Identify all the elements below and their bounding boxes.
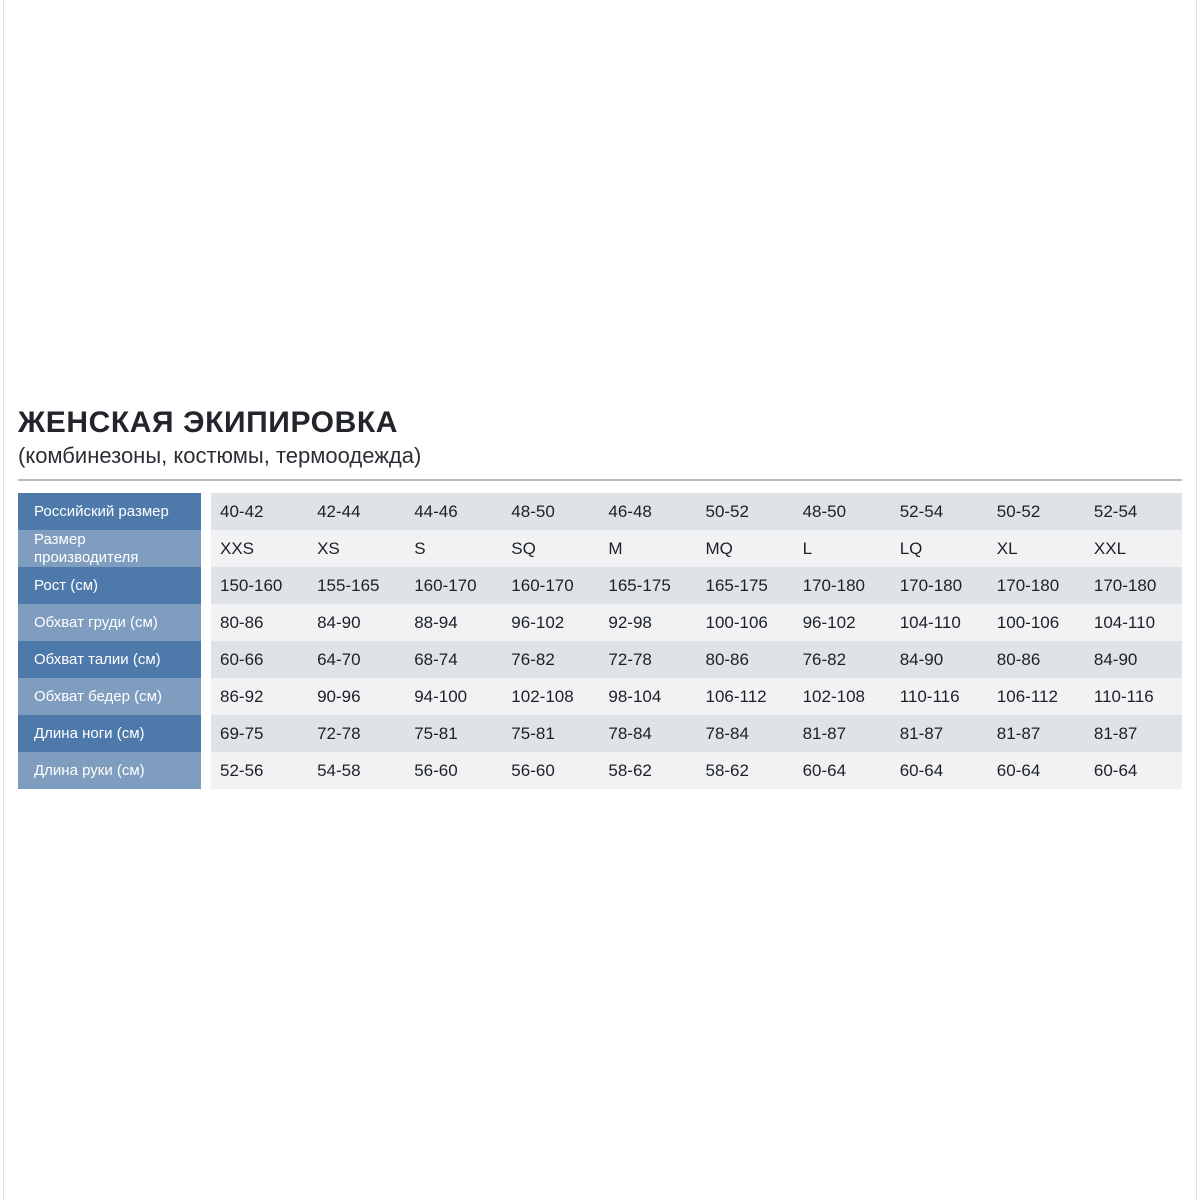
column-gap <box>201 567 211 604</box>
row-header: Длина ноги (см) <box>18 715 201 752</box>
column-gap <box>201 752 211 789</box>
size-value-cell: 106-112 <box>696 678 793 715</box>
size-value-cell: 80-86 <box>696 641 793 678</box>
page-title: ЖЕНСКАЯ ЭКИПИРОВКА <box>18 406 399 439</box>
column-gap <box>201 715 211 752</box>
size-value-cell: 170-180 <box>891 567 988 604</box>
size-value-cell: 160-170 <box>405 567 502 604</box>
row-header: Обхват талии (см) <box>18 641 201 678</box>
size-value-cell: 81-87 <box>1085 715 1182 752</box>
size-value-cell: 78-84 <box>599 715 696 752</box>
size-table <box>18 493 1182 789</box>
size-value-cell: 98-104 <box>599 678 696 715</box>
size-value-cell: S <box>405 530 502 567</box>
row-header: Размер производителя <box>18 530 201 567</box>
size-value-cell: 44-46 <box>405 493 502 530</box>
size-value-cell: 52-56 <box>211 752 308 789</box>
size-value-cell: 165-175 <box>599 567 696 604</box>
size-value-cell: 102-108 <box>502 678 599 715</box>
size-value-cell: 50-52 <box>696 493 793 530</box>
size-value-cell: 60-64 <box>794 752 891 789</box>
size-value-cell: 84-90 <box>308 604 405 641</box>
size-value-cell: 170-180 <box>988 567 1085 604</box>
size-value-cell: 100-106 <box>696 604 793 641</box>
size-value-cell: XS <box>308 530 405 567</box>
size-value-cell: 69-75 <box>211 715 308 752</box>
column-gap <box>201 641 211 678</box>
size-value-cell: 88-94 <box>405 604 502 641</box>
size-value-cell: 72-78 <box>308 715 405 752</box>
size-value-cell: 96-102 <box>794 604 891 641</box>
size-value-cell: 58-62 <box>696 752 793 789</box>
size-value-cell: 58-62 <box>599 752 696 789</box>
size-value-cell: 56-60 <box>405 752 502 789</box>
size-value-cell: 96-102 <box>502 604 599 641</box>
size-value-cell: 60-64 <box>988 752 1085 789</box>
size-value-cell: 54-58 <box>308 752 405 789</box>
size-value-cell: 72-78 <box>599 641 696 678</box>
column-gap <box>201 604 211 641</box>
size-value-cell: 60-64 <box>891 752 988 789</box>
size-value-cell: 106-112 <box>988 678 1085 715</box>
size-value-cell: 90-96 <box>308 678 405 715</box>
size-value-cell: 94-100 <box>405 678 502 715</box>
size-value-cell: 102-108 <box>794 678 891 715</box>
column-gap <box>201 530 211 567</box>
size-value-cell: 78-84 <box>696 715 793 752</box>
size-value-cell: 92-98 <box>599 604 696 641</box>
size-value-cell: 64-70 <box>308 641 405 678</box>
size-value-cell: 86-92 <box>211 678 308 715</box>
row-header: Российский размер <box>18 493 201 530</box>
size-value-cell: 104-110 <box>1085 604 1182 641</box>
size-value-cell: 81-87 <box>988 715 1085 752</box>
row-header: Обхват бедер (см) <box>18 678 201 715</box>
size-value-cell: LQ <box>891 530 988 567</box>
size-value-cell: 170-180 <box>794 567 891 604</box>
size-value-cell: 60-64 <box>1085 752 1182 789</box>
size-value-cell: M <box>599 530 696 567</box>
size-value-cell: L <box>794 530 891 567</box>
size-value-cell: 160-170 <box>502 567 599 604</box>
size-value-cell: 52-54 <box>1085 493 1182 530</box>
size-value-cell: 76-82 <box>794 641 891 678</box>
page-subtitle: (комбинезоны, костюмы, термоодежда) <box>18 443 422 468</box>
row-header: Рост (см) <box>18 567 201 604</box>
size-value-cell: 48-50 <box>794 493 891 530</box>
size-value-cell: XXS <box>211 530 308 567</box>
size-value-cell: 68-74 <box>405 641 502 678</box>
size-value-cell: 60-66 <box>211 641 308 678</box>
size-value-cell: 100-106 <box>988 604 1085 641</box>
left-page-border <box>3 0 4 1200</box>
size-value-cell: XL <box>988 530 1085 567</box>
size-value-cell: 48-50 <box>502 493 599 530</box>
size-value-cell: XXL <box>1085 530 1182 567</box>
column-gap <box>201 493 211 530</box>
title-divider <box>18 479 1182 481</box>
size-value-cell: 40-42 <box>211 493 308 530</box>
size-value-cell: 75-81 <box>502 715 599 752</box>
size-value-cell: 52-54 <box>891 493 988 530</box>
size-value-cell: 110-116 <box>1085 678 1182 715</box>
column-gap <box>201 678 211 715</box>
size-value-cell: 81-87 <box>891 715 988 752</box>
size-value-cell: 84-90 <box>891 641 988 678</box>
size-value-cell: 84-90 <box>1085 641 1182 678</box>
size-value-cell: 80-86 <box>211 604 308 641</box>
size-value-cell: 104-110 <box>891 604 988 641</box>
size-value-cell: SQ <box>502 530 599 567</box>
row-header: Длина руки (см) <box>18 752 201 789</box>
size-value-cell: 170-180 <box>1085 567 1182 604</box>
size-value-cell: MQ <box>696 530 793 567</box>
row-header: Обхват груди (см) <box>18 604 201 641</box>
size-value-cell: 42-44 <box>308 493 405 530</box>
size-value-cell: 81-87 <box>794 715 891 752</box>
right-page-border <box>1196 0 1197 1200</box>
size-value-cell: 80-86 <box>988 641 1085 678</box>
size-value-cell: 46-48 <box>599 493 696 530</box>
size-value-cell: 76-82 <box>502 641 599 678</box>
size-value-cell: 75-81 <box>405 715 502 752</box>
content-block <box>18 405 1182 789</box>
size-value-cell: 155-165 <box>308 567 405 604</box>
size-value-cell: 50-52 <box>988 493 1085 530</box>
size-value-cell: 56-60 <box>502 752 599 789</box>
size-value-cell: 110-116 <box>891 678 988 715</box>
size-value-cell: 165-175 <box>696 567 793 604</box>
size-value-cell: 150-160 <box>211 567 308 604</box>
